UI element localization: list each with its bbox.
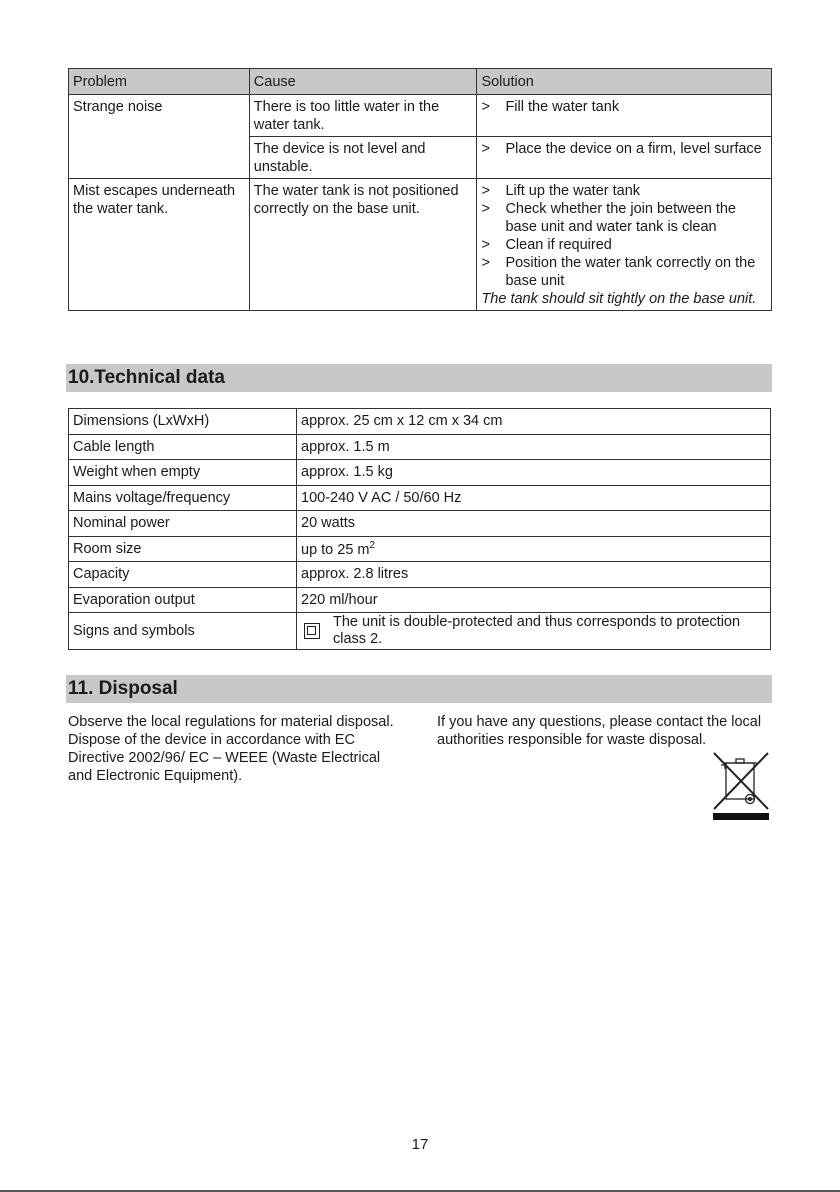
solution-step xyxy=(481,140,767,158)
step-marker: > xyxy=(481,183,490,199)
table-row xyxy=(69,179,772,311)
column-header: Solution xyxy=(477,69,772,95)
table-row xyxy=(69,613,771,650)
spec-label: Capacity xyxy=(69,562,297,588)
spec-label: Dimensions (LxWxH) xyxy=(69,409,297,435)
step-marker: > xyxy=(481,201,490,217)
spec-value: approx. 1.5 kg xyxy=(297,460,771,486)
spec-label: Nominal power xyxy=(69,511,297,537)
solution-step xyxy=(481,254,767,290)
troubleshooting-table xyxy=(68,68,772,311)
step-text: Check whether the join between the base unit and water tank is clean xyxy=(505,201,736,235)
table-row xyxy=(69,409,771,435)
spec-label: Evaporation output xyxy=(69,587,297,613)
spec-value: approx. 2.8 litres xyxy=(297,562,771,588)
problem-cell: Mist escapes underneath the water tank. xyxy=(69,179,250,311)
table-row xyxy=(69,485,771,511)
solution-step xyxy=(481,236,767,254)
table-header-row xyxy=(69,69,772,95)
step-marker: > xyxy=(481,99,490,115)
problem-cell: Strange noise xyxy=(69,95,250,179)
spec-label: Mains voltage/frequency xyxy=(69,485,297,511)
protection-class-2-icon xyxy=(304,623,320,639)
page-number: 17 xyxy=(411,1136,429,1153)
spec-label: Room size xyxy=(69,536,297,562)
symbol-description: The unit is double-protected and thus corresponds to protection class 2. xyxy=(333,614,741,647)
step-text: Position the water tank correctly on the base unit xyxy=(505,255,756,289)
cause-cell: There is too little water in the water tank. xyxy=(249,95,477,137)
spec-value xyxy=(297,536,771,562)
table-row xyxy=(69,562,771,588)
step-marker: > xyxy=(481,255,490,271)
cause-cell: The device is not level and unstable. xyxy=(249,137,477,179)
spec-value: 20 watts xyxy=(297,511,771,537)
section-heading-technical-data: 10.Technical data xyxy=(66,364,772,392)
solution-cell xyxy=(477,95,772,137)
section-heading-disposal: 11. Disposal xyxy=(66,675,772,703)
spec-label: Cable length xyxy=(69,434,297,460)
solution-step xyxy=(481,98,767,116)
spec-value: 220 ml/hour xyxy=(297,587,771,613)
spec-value: 100-240 V AC / 50/60 Hz xyxy=(297,485,771,511)
step-text: Lift up the water tank xyxy=(505,183,641,199)
spec-label: Signs and symbols xyxy=(69,613,297,650)
table-row xyxy=(69,434,771,460)
table-row xyxy=(69,536,771,562)
solution-step xyxy=(481,182,767,200)
table-row xyxy=(69,460,771,486)
solution-step xyxy=(481,200,767,236)
disposal-text-left: Observe the local regulations for material disposal. Dispose of the device in accordance with EC Directive 2002/96/ EC – WEEE (Waste Electrical and Electronic Equipment). xyxy=(68,714,394,784)
solution-note: The tank should sit tightly on the base unit. xyxy=(481,291,757,307)
spec-value: approx. 1.5 m xyxy=(297,434,771,460)
spec-value: approx. 25 cm x 12 cm x 34 cm xyxy=(297,409,771,435)
column-header: Cause xyxy=(249,69,477,95)
superscript-unit: 2 xyxy=(369,539,376,551)
column-header: Problem xyxy=(69,69,250,95)
solution-cell xyxy=(477,137,772,179)
table-row xyxy=(69,587,771,613)
step-text: Place the device on a firm, level surface xyxy=(505,141,762,157)
technical-data-table xyxy=(68,408,771,650)
room-size-value: up to 25 m xyxy=(301,541,370,558)
table-row xyxy=(69,95,772,137)
spec-value xyxy=(297,613,771,650)
step-marker: > xyxy=(481,237,490,253)
step-text: Fill the water tank xyxy=(505,99,620,115)
table-row xyxy=(69,511,771,537)
step-text: Clean if required xyxy=(505,237,612,253)
solution-cell xyxy=(477,179,772,311)
step-marker: > xyxy=(481,141,490,157)
spec-label: Weight when empty xyxy=(69,460,297,486)
crossed-out-wheelie-bin-icon xyxy=(712,751,770,821)
disposal-text-right: If you have any questions, please contact the local authorities responsible for waste disposal. xyxy=(437,714,762,748)
cause-cell: The water tank is not positioned correctly on the base unit. xyxy=(249,179,477,311)
